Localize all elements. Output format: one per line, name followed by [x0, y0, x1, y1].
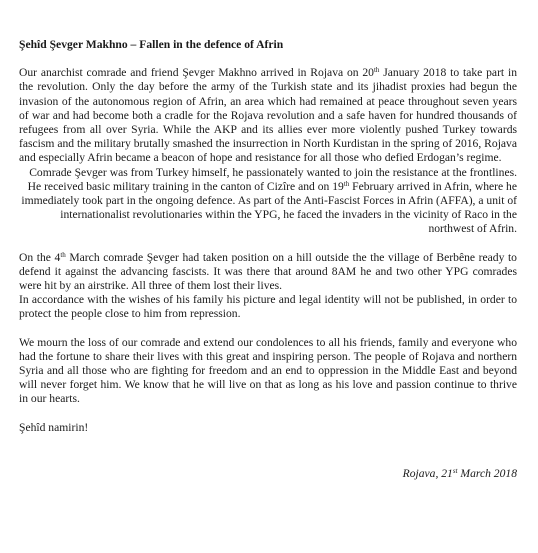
ordinal-suffix: th [60, 250, 66, 259]
ordinal-suffix: th [343, 179, 350, 188]
ordinal-suffix: th [373, 66, 380, 75]
ordinal-suffix: st [452, 467, 458, 475]
dateline-text-a: Rojava, 21 [402, 467, 453, 480]
paragraph-arrival [19, 66, 517, 165]
paragraph-airstrike-text-b: March comrade Şevger had taken position on a hill outside the the village of Berbêne ready to defend it against the advancing fascists. It was there that around 8AM he and two other YPG comrades were hit by an airstrike. All three of them lost their lives. [19, 250, 517, 293]
paragraph-arrival-text-a: Our anarchist comrade and friend Şevger Makhno arrived in Rojava on 20 [19, 66, 374, 80]
paragraph-spacer [19, 237, 517, 251]
dateline-text-b: March 2018 [457, 467, 517, 480]
paragraph-training-text-b: February arrived in Afrin, where he immediately took part in the ongoing defence. As part of the Anti-Fascist Forces in Afrin (AFFA), a unit of internationalist revolutionaries within the YPG, he faced the invaders in the vicinity of Raco in the northwest of Afrin. [21, 179, 517, 236]
paragraph-privacy: In accordance with the wishes of his family his picture and legal identity will not be published, in order to protect the people close to him from repression. [19, 293, 517, 321]
signoff: Şehîd namirin! [19, 420, 89, 434]
paragraph-arrival-text-b: January 2018 to take part in the revolution. Only the day before the army of the Turkish state and its jihadist proxies had begun the invasion of the autonomous region of Afrin, an area which had remained at peace throughout seven years of war and had become both a cradle for the Rojava revolution and a safe haven for hundred thousands of refugees from all over Syria. While the AKP and its allies ever more violently pushed Turkey towards fascism and the military brutally smashed the insurrection in North Kurdistan in the spring of 2016, Rojava and especially Afrin became a beacon of hope and resistance for all those who defied Erdogan’s regime. [19, 66, 517, 165]
document-body [19, 38, 517, 435]
paragraph-spacer [19, 322, 517, 336]
document-title: Şehîd Şevger Makhno – Fallen in the defence of Afrin [19, 38, 284, 51]
paragraph-training [19, 166, 517, 237]
paragraph-training-text-a: Comrade Şevger was from Turkey himself, he passionately wanted to join the resistance at the frontlines. He received basic military training in the canton of Cizîre and on 19 [27, 165, 517, 193]
dateline [403, 467, 517, 480]
paragraph-airstrike-text-a: On the 4 [19, 250, 61, 264]
paragraph-airstrike [19, 251, 517, 294]
paragraph-mourning: We mourn the loss of our comrade and extend our condolences to all his friends, family and everyone who had the fortune to share their lives with this great and inspiring person. The people of Rojava and northern Syria and all those who are fighting for freedom and an end to oppression in the Middle East and beyond will never forget him. We know that he will live on that as long as his love and passion continue to thrive in our hearts. [19, 335, 517, 406]
